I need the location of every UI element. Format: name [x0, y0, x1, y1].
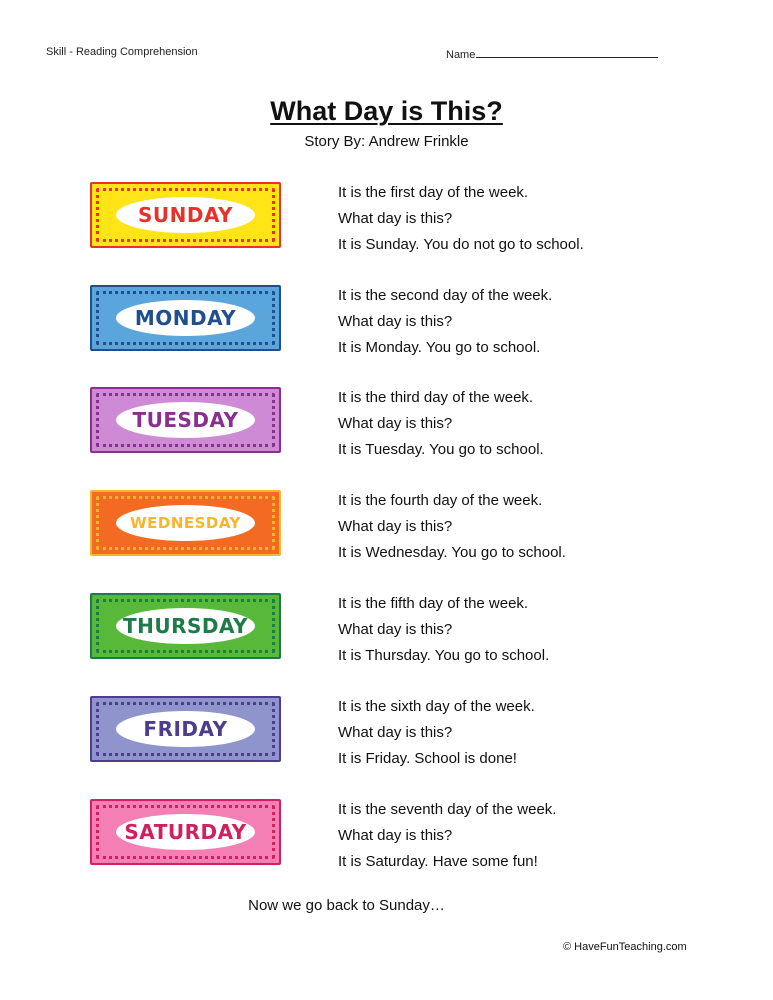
text-line: What day is this? — [338, 313, 453, 330]
day-card-friday — [90, 696, 281, 762]
name-field — [446, 46, 658, 61]
text-line: It is the second day of the week. — [338, 287, 553, 304]
text-line: It is the third day of the week. — [338, 389, 534, 406]
day-card-label: MONDAY — [116, 300, 255, 336]
text-line: It is Friday. School is done! — [338, 750, 517, 767]
text-line: It is Saturday. Have some fun! — [338, 853, 538, 870]
text-line: It is the sixth day of the week. — [338, 698, 535, 715]
day-row — [0, 694, 773, 784]
text-line: What day is this? — [338, 518, 453, 535]
text-line: What day is this? — [338, 827, 453, 844]
text-line: What day is this? — [338, 621, 453, 638]
name-blank-line — [476, 46, 658, 58]
day-text — [338, 694, 535, 772]
day-card-tuesday — [90, 387, 281, 453]
text-line: What day is this? — [338, 210, 453, 227]
day-card-label: FRIDAY — [116, 711, 255, 747]
text-line: What day is this? — [338, 415, 453, 432]
text-line: It is the fourth day of the week. — [338, 492, 543, 509]
text-line: What day is this? — [338, 724, 453, 741]
day-row — [0, 488, 773, 578]
day-text — [338, 283, 552, 361]
skill-label: Skill - Reading Comprehension — [46, 46, 198, 58]
text-line: It is Monday. You go to school. — [338, 339, 541, 356]
day-card-wednesday — [90, 490, 281, 556]
day-row — [0, 180, 773, 270]
day-row — [0, 591, 773, 681]
text-line: It is Sunday. You do not go to school. — [338, 236, 584, 253]
worksheet-title: What Day is This? — [270, 96, 503, 126]
day-text — [338, 591, 549, 669]
text-line: It is the first day of the week. — [338, 184, 529, 201]
copyright-notice: © HaveFunTeaching.com — [563, 941, 687, 953]
day-text — [338, 385, 544, 463]
day-row — [0, 385, 773, 475]
day-card-saturday — [90, 799, 281, 865]
name-label: Name — [446, 49, 476, 61]
text-line: It is Wednesday. You go to school. — [338, 544, 566, 561]
day-text — [338, 180, 584, 258]
closing-line: Now we go back to Sunday… — [248, 897, 445, 914]
day-card-monday — [90, 285, 281, 351]
day-card-label: SATURDAY — [116, 814, 255, 850]
day-text — [338, 797, 556, 875]
text-line: It is Tuesday. You go to school. — [338, 441, 544, 458]
day-card-thursday — [90, 593, 281, 659]
day-card-label: TUESDAY — [116, 402, 255, 438]
day-card-label: THURSDAY — [116, 608, 255, 644]
worksheet-header — [46, 46, 686, 62]
story-byline: Story By: Andrew Frinkle — [304, 133, 469, 150]
day-row — [0, 283, 773, 373]
text-line: It is the fifth day of the week. — [338, 595, 529, 612]
worksheet-title-wrap — [0, 96, 773, 127]
day-card-label: SUNDAY — [116, 197, 255, 233]
text-line: It is the seventh day of the week. — [338, 801, 557, 818]
day-text — [338, 488, 566, 566]
day-row — [0, 797, 773, 887]
day-card-label: WEDNESDAY — [116, 505, 255, 541]
text-line: It is Thursday. You go to school. — [338, 647, 550, 664]
day-card-sunday — [90, 182, 281, 248]
